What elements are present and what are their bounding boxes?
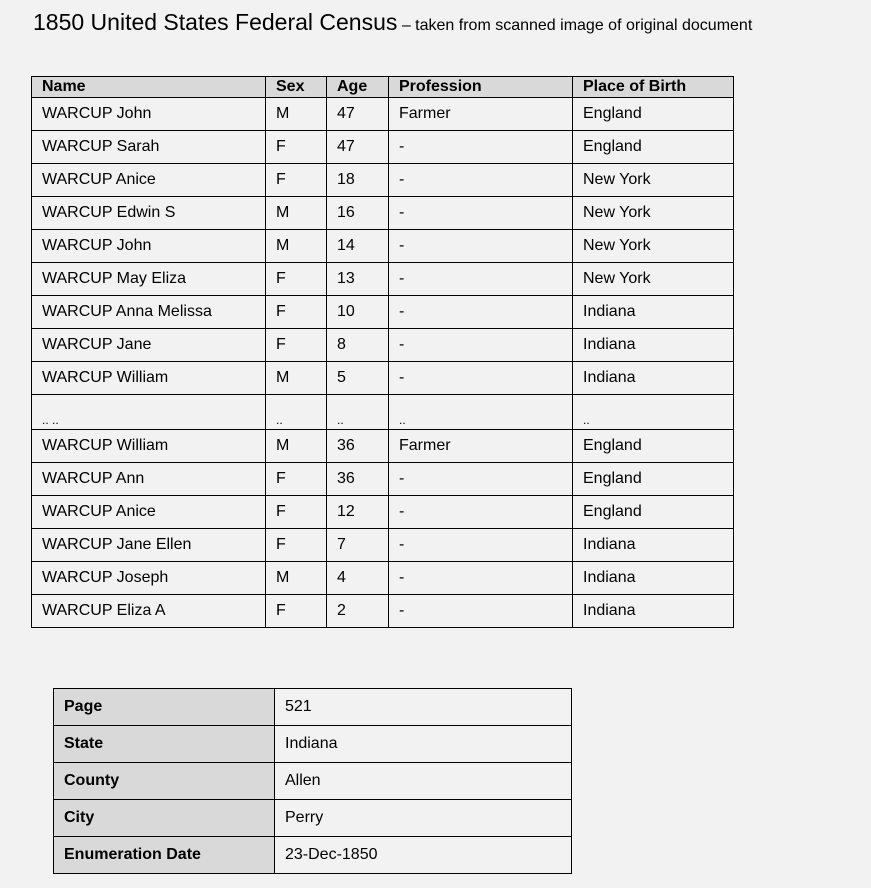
- cell-age: 7: [327, 529, 389, 562]
- cell-sex: F: [266, 463, 327, 496]
- cell-name: WARCUP Jane Ellen: [32, 529, 266, 562]
- cell-name: WARCUP Joseph: [32, 562, 266, 595]
- column-header-place-of-birth: Place of Birth: [573, 77, 734, 98]
- table-row: [32, 329, 734, 362]
- column-header-age: Age: [327, 77, 389, 98]
- table-row: [32, 164, 734, 197]
- cell-place-of-birth: Indiana: [573, 562, 734, 595]
- detail-value: Perry: [275, 800, 572, 837]
- cell-profession: Farmer: [389, 98, 573, 131]
- table-row: [32, 463, 734, 496]
- cell-name: WARCUP Anna Melissa: [32, 296, 266, 329]
- table-row: [32, 131, 734, 164]
- cell-profession: -: [389, 131, 573, 164]
- cell-sex: F: [266, 164, 327, 197]
- cell-sex: F: [266, 329, 327, 362]
- cell-name: WARCUP Ann: [32, 463, 266, 496]
- cell-sex: F: [266, 263, 327, 296]
- cell-profession: -: [389, 263, 573, 296]
- cell-name: WARCUP Anice: [32, 496, 266, 529]
- cell-sex: M: [266, 98, 327, 131]
- cell-age: 4: [327, 562, 389, 595]
- cell-sex: M: [266, 562, 327, 595]
- cell-place-of-birth: Indiana: [573, 595, 734, 628]
- cell-place-of-birth: Indiana: [573, 362, 734, 395]
- cell-age: 10: [327, 296, 389, 329]
- detail-row: [54, 763, 572, 800]
- table-row: [32, 395, 734, 430]
- census-details-table: [53, 688, 572, 874]
- cell-age: 47: [327, 131, 389, 164]
- page-title-subtitle: – taken from scanned image of original document: [397, 17, 753, 34]
- cell-place-of-birth: Indiana: [573, 329, 734, 362]
- cell-place-of-birth: England: [573, 496, 734, 529]
- cell-name: WARCUP John: [32, 98, 266, 131]
- cell-age: 13: [327, 263, 389, 296]
- table-row: [32, 430, 734, 463]
- detail-label: Page: [54, 689, 275, 726]
- cell-profession: -: [389, 496, 573, 529]
- cell-name: WARCUP May Eliza: [32, 263, 266, 296]
- cell-place-of-birth: England: [573, 98, 734, 131]
- cell-name: WARCUP Eliza A: [32, 595, 266, 628]
- cell-age: 36: [327, 430, 389, 463]
- cell-sex: M: [266, 197, 327, 230]
- cell-place-of-birth: Indiana: [573, 529, 734, 562]
- table-row: [32, 263, 734, 296]
- detail-row: [54, 726, 572, 763]
- cell-profession: ..: [389, 395, 573, 430]
- cell-name: WARCUP Jane: [32, 329, 266, 362]
- column-header-sex: Sex: [266, 77, 327, 98]
- cell-name: WARCUP William: [32, 430, 266, 463]
- table-row: [32, 562, 734, 595]
- cell-profession: Farmer: [389, 430, 573, 463]
- table-row: [32, 230, 734, 263]
- page-title: [33, 9, 752, 36]
- column-header-name: Name: [32, 77, 266, 98]
- cell-sex: ..: [266, 395, 327, 430]
- cell-profession: -: [389, 463, 573, 496]
- cell-place-of-birth: England: [573, 131, 734, 164]
- cell-profession: -: [389, 230, 573, 263]
- cell-sex: F: [266, 496, 327, 529]
- cell-name: WARCUP Edwin S: [32, 197, 266, 230]
- cell-place-of-birth: New York: [573, 263, 734, 296]
- detail-value: 521: [275, 689, 572, 726]
- detail-row: [54, 800, 572, 837]
- cell-sex: F: [266, 131, 327, 164]
- table-row: [32, 529, 734, 562]
- detail-label: Enumeration Date: [54, 837, 275, 874]
- cell-sex: F: [266, 595, 327, 628]
- detail-label: County: [54, 763, 275, 800]
- cell-name: WARCUP Anice: [32, 164, 266, 197]
- cell-place-of-birth: England: [573, 430, 734, 463]
- cell-profession: -: [389, 329, 573, 362]
- cell-age: 18: [327, 164, 389, 197]
- census-header-row: [32, 77, 734, 98]
- cell-age: 8: [327, 329, 389, 362]
- detail-label: State: [54, 726, 275, 763]
- detail-row: [54, 837, 572, 874]
- table-row: [32, 197, 734, 230]
- detail-row: [54, 689, 572, 726]
- cell-profession: -: [389, 362, 573, 395]
- cell-profession: -: [389, 529, 573, 562]
- cell-sex: M: [266, 230, 327, 263]
- column-header-profession: Profession: [389, 77, 573, 98]
- cell-age: 12: [327, 496, 389, 529]
- page-title-main: 1850 United States Federal Census: [33, 9, 398, 35]
- cell-place-of-birth: New York: [573, 164, 734, 197]
- cell-place-of-birth: New York: [573, 230, 734, 263]
- table-row: [32, 296, 734, 329]
- cell-place-of-birth: Indiana: [573, 296, 734, 329]
- table-row: [32, 362, 734, 395]
- cell-place-of-birth: ..: [573, 395, 734, 430]
- cell-name: WARCUP John: [32, 230, 266, 263]
- cell-age: 16: [327, 197, 389, 230]
- cell-sex: F: [266, 529, 327, 562]
- detail-value: Allen: [275, 763, 572, 800]
- cell-place-of-birth: New York: [573, 197, 734, 230]
- cell-profession: -: [389, 164, 573, 197]
- cell-profession: -: [389, 595, 573, 628]
- cell-age: 5: [327, 362, 389, 395]
- cell-profession: -: [389, 197, 573, 230]
- cell-age: 47: [327, 98, 389, 131]
- cell-name: .. ..: [32, 395, 266, 430]
- cell-profession: -: [389, 562, 573, 595]
- table-row: [32, 496, 734, 529]
- detail-label: City: [54, 800, 275, 837]
- table-row: [32, 595, 734, 628]
- table-row: [32, 98, 734, 131]
- detail-value: Indiana: [275, 726, 572, 763]
- cell-sex: M: [266, 362, 327, 395]
- cell-name: WARCUP Sarah: [32, 131, 266, 164]
- cell-place-of-birth: England: [573, 463, 734, 496]
- cell-age: 36: [327, 463, 389, 496]
- cell-age: ..: [327, 395, 389, 430]
- census-table: [31, 76, 734, 628]
- cell-sex: M: [266, 430, 327, 463]
- cell-name: WARCUP William: [32, 362, 266, 395]
- cell-sex: F: [266, 296, 327, 329]
- cell-age: 14: [327, 230, 389, 263]
- detail-value: 23-Dec-1850: [275, 837, 572, 874]
- cell-profession: -: [389, 296, 573, 329]
- cell-age: 2: [327, 595, 389, 628]
